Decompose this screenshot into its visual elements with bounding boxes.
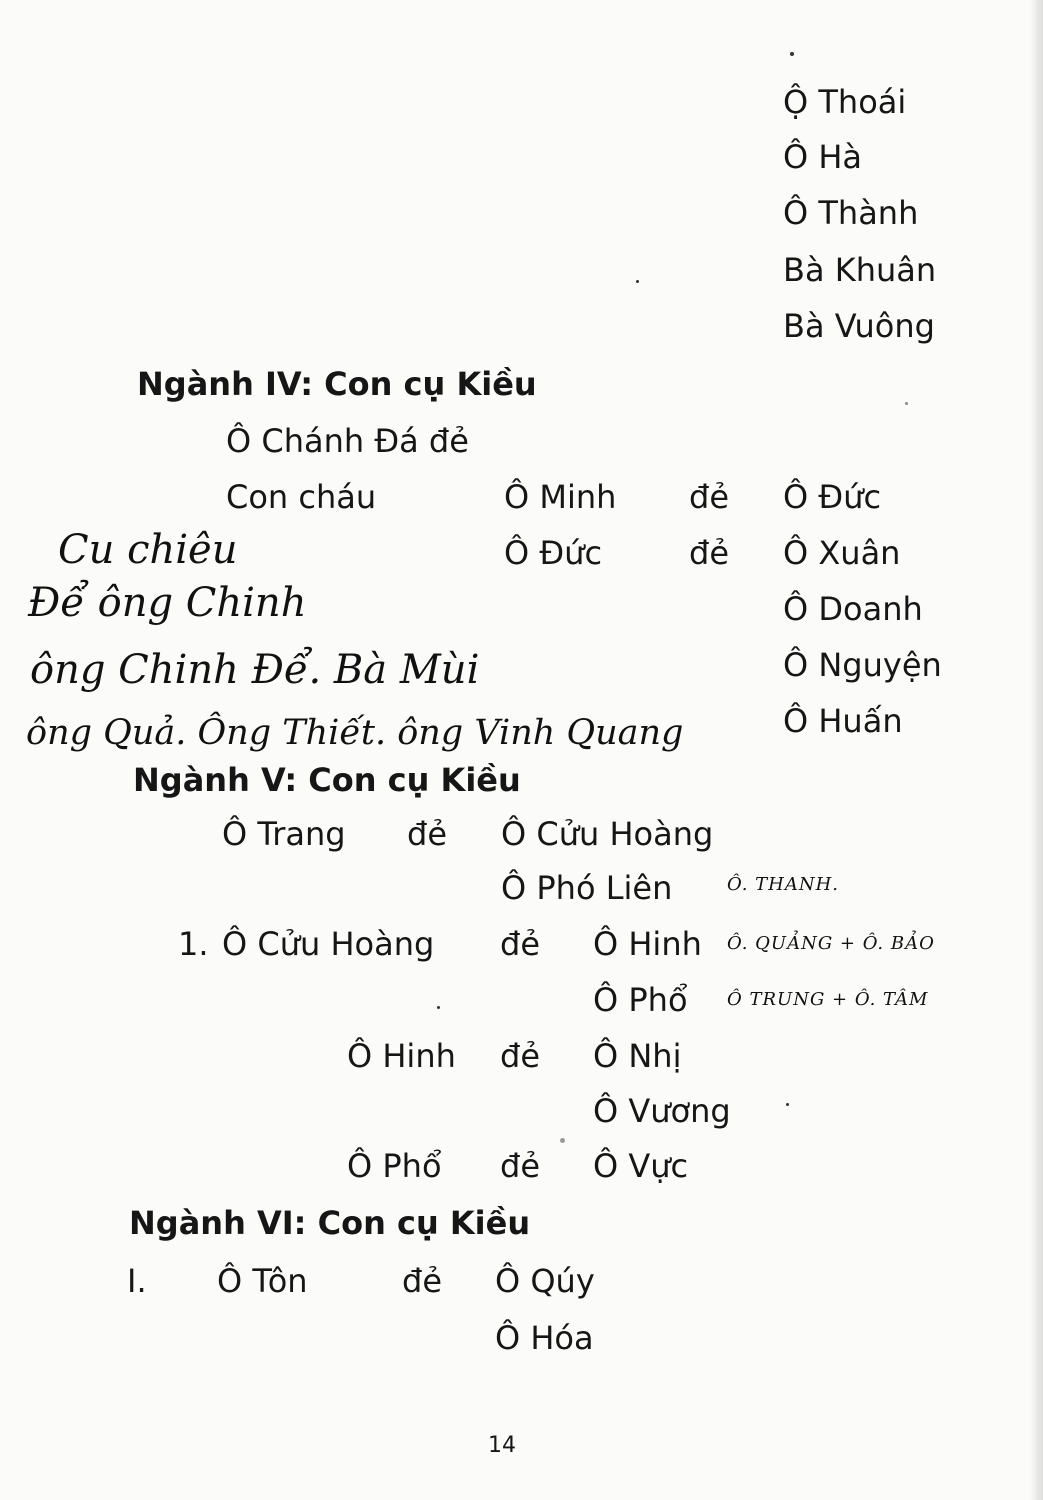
child-name: Ô Hinh: [593, 925, 702, 963]
name-line: Bà Khuân: [783, 251, 937, 289]
section-heading-vi: Ngành VI: Con cụ Kiều: [129, 1204, 531, 1242]
parent-name: Ô Minh: [504, 478, 617, 516]
item-number: 1.: [178, 925, 209, 963]
parent-name: Ô Hinh: [347, 1037, 456, 1075]
text-line: Con cháu: [226, 478, 377, 516]
de-word: đẻ: [402, 1262, 442, 1300]
child-name: Ô Xuân: [783, 534, 901, 572]
name-line: Ộ Thoái: [783, 83, 907, 121]
handwritten-note: ông Chinh Để. Bà Mùi: [30, 647, 480, 693]
child-name: Ô Phổ: [593, 981, 688, 1019]
parent-name: Ô Đức: [504, 534, 603, 572]
scan-speck: [437, 1006, 440, 1009]
section-heading-v: Ngành V: Con cụ Kiều: [133, 761, 521, 799]
child-name: Ô Vực: [593, 1147, 689, 1185]
scan-speck: [905, 402, 908, 405]
handwritten-note: Để ông Chinh: [28, 580, 307, 626]
child-name: Ô Vương: [593, 1092, 731, 1130]
text-line: Ô Chánh Đá đẻ: [226, 422, 469, 460]
scan-speck: [790, 52, 794, 56]
child-name: Ô Doanh: [783, 590, 923, 628]
name-line: Bà Vuông: [783, 307, 935, 345]
handwritten-note: Ô. THANH.: [727, 874, 840, 895]
handwritten-note: Ô. QUẢNG + Ô. BẢO: [727, 933, 935, 954]
page-number: 14: [488, 1433, 516, 1458]
scan-speck: [786, 1103, 789, 1106]
child-name: Ô Đức: [783, 478, 882, 516]
child-name: Ô Nhị: [593, 1037, 682, 1075]
parent-name: Ô Trang: [222, 815, 346, 853]
handwritten-note: ông Quả. Ông Thiết. ông Vinh Quang: [26, 713, 684, 753]
parent-name: Ô Tôn: [217, 1262, 308, 1300]
handwritten-note: Ô TRUNG + Ô. TÂM: [727, 989, 929, 1010]
scan-speck: [560, 1138, 565, 1143]
de-word: đẻ: [689, 478, 729, 516]
name-line: Ô Hà: [783, 138, 863, 176]
de-word: đẻ: [500, 925, 540, 963]
de-word: đẻ: [500, 1147, 540, 1185]
child-name: Ô Cửu Hoàng: [501, 815, 714, 853]
de-word: đẻ: [689, 534, 729, 572]
parent-name: Ô Phổ: [347, 1147, 442, 1185]
child-name: Ô Nguyện: [783, 646, 942, 684]
parent-name: Ô Cửu Hoàng: [222, 925, 435, 963]
handwritten-note: Cu chiêu: [58, 527, 238, 573]
section-heading-iv: Ngành IV: Con cụ Kiều: [137, 365, 537, 403]
page-edge-shadow: [1029, 0, 1043, 1500]
child-name: Ô Hóa: [495, 1319, 594, 1357]
de-word: đẻ: [500, 1037, 540, 1075]
child-name: Ô Qúy: [495, 1262, 595, 1300]
child-name: Ô Huấn: [783, 702, 903, 740]
name-line: Ô Thành: [783, 194, 919, 232]
child-name: Ô Phó Liên: [501, 869, 673, 907]
item-number: I.: [127, 1262, 147, 1300]
scan-speck: [636, 280, 639, 283]
de-word: đẻ: [407, 815, 447, 853]
